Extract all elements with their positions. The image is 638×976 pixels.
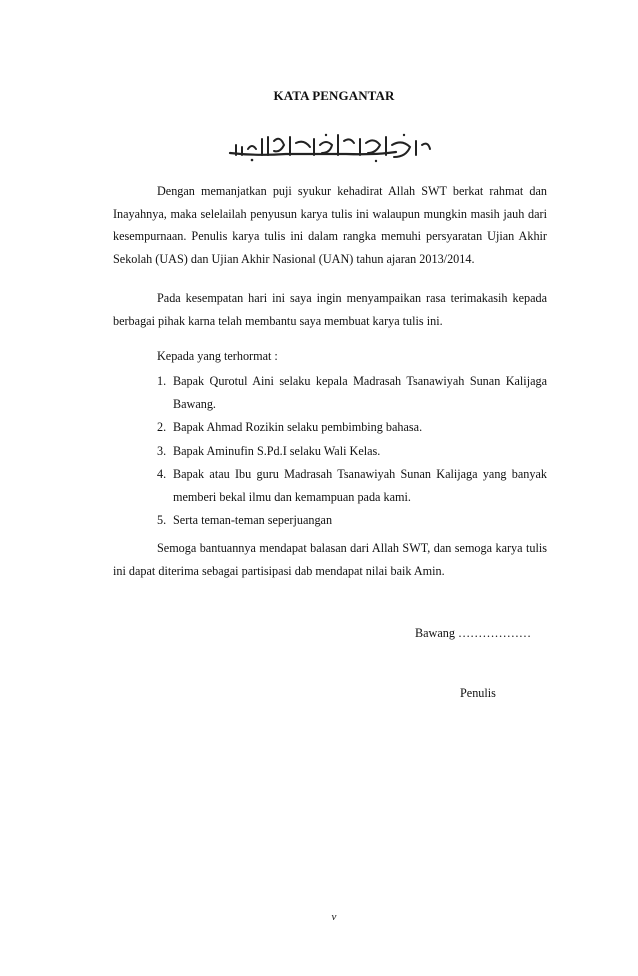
list-text: Bapak Qurotul Aini selaku kepala Madrasah Tsanawiyah Sunan Kalijaga Bawang. <box>173 374 547 411</box>
page-number: v <box>331 911 337 923</box>
addressee-line: Kepada yang terhormat : <box>157 349 278 363</box>
list-item <box>157 370 547 415</box>
list-item <box>157 416 547 439</box>
paragraph-text: Pada kesempatan hari ini saya ingin menyampaikan rasa terimakasih kepada berbagai pihak karna telah membantu saya membuat karya tulis ini. <box>113 291 547 328</box>
place-date-line: Bawang ……………… <box>415 626 532 640</box>
paragraph-text: Dengan memanjatkan puji syukur kehadirat Allah SWT berkat rahmat dan Inayahnya, maka selelailah penyusun karya tulis ini walaupun mungkin masih jauh dari kesempurnaan. Penulis karya tulis ini dalam rangka memuhi persyaratan Ujian Akhir Sekolah (UAS) dan Ujian Akhir Nasional (UAN) tahun ajaran 2013/2014. <box>113 184 547 266</box>
list-text: Bapak Ahmad Rozikin selaku pembimbing bahasa. <box>173 420 423 434</box>
list-number: 3. <box>157 443 167 458</box>
list-number: 4. <box>157 467 167 481</box>
acknowledgement-list <box>157 370 547 533</box>
page-title: KATA PENGANTAR <box>273 88 395 103</box>
basmala-calligraphy <box>226 131 434 165</box>
list-text: Bapak atau Ibu guru Madrasah Tsanawiyah Sunan Kalijaga yang banyak memberi bekal ilmu dan kemampuan pada kami. <box>173 467 547 504</box>
list-item <box>157 463 547 508</box>
list-text: Serta teman-teman seperjuangan <box>173 513 333 527</box>
list-number: 1. <box>157 374 167 388</box>
paragraph-closing <box>113 537 547 582</box>
list-item <box>157 509 547 532</box>
list-number: 2. <box>157 420 167 434</box>
list-item <box>157 440 547 463</box>
signature-label: Penulis <box>460 686 496 700</box>
paragraph-text: Semoga bantuannya mendapat balasan dari Allah SWT, dan semoga karya tulis ini dapat diterima sebagai partisipasi dab mendapat nilai baik Amin. <box>113 541 547 578</box>
paragraph-thanks <box>113 287 547 332</box>
paragraph-opening <box>113 180 547 270</box>
list-text: Bapak Aminufin S.Pd.I selaku Wali Kelas. <box>173 443 381 458</box>
list-number: 5. <box>157 513 167 527</box>
